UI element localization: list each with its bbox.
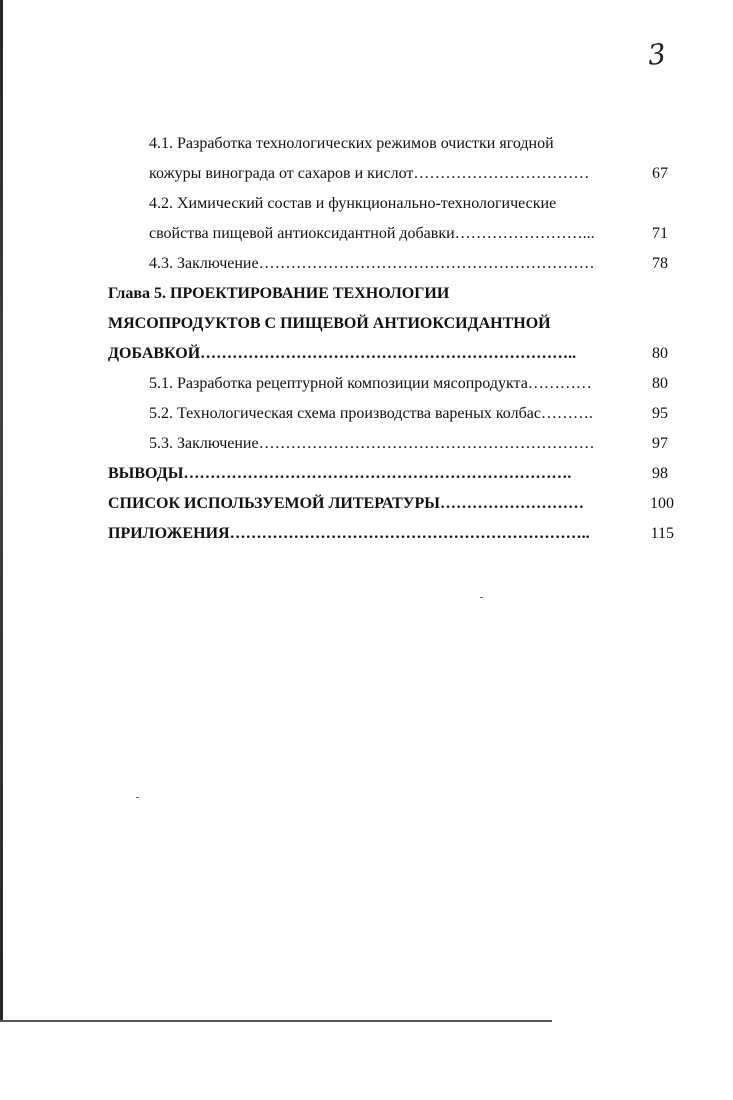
toc-references: СПИСОК ИСПОЛЬЗУЕМОЙ ЛИТЕРАТУРЫ………………………	[108, 495, 584, 512]
toc-page-number: 80	[652, 375, 668, 392]
toc-appendices: ПРИЛОЖЕНИЯ…………………………………………………………..	[108, 525, 590, 542]
toc-page-number: 115	[650, 525, 674, 542]
toc-conclusions: ВЫВОДЫ……………………………………………………………….	[108, 465, 572, 482]
toc-chapter-5-line1: Глава 5. ПРОЕКТИРОВАНИЕ ТЕХНОЛОГИИ	[108, 285, 450, 302]
toc-page-number: 80	[652, 345, 668, 362]
toc-page-number: 95	[652, 405, 668, 422]
toc-entry-4-1-line1: 4.1. Разработка технологических режимов очистки ягодной	[149, 135, 554, 152]
toc-entry-4-3: 4.3. Заключение………………………………………………………	[149, 255, 595, 272]
toc-page-number: 97	[652, 435, 668, 452]
toc-entry-4-2-line1: 4.2. Химический состав и функционально-технологические	[149, 195, 557, 212]
toc-chapter-5-line2: МЯСОПРОДУКТОВ С ПИЩЕВОЙ АНТИОКСИДАНТНОЙ	[108, 315, 551, 332]
scan-speck	[136, 797, 139, 798]
toc-page-number: 71	[652, 225, 668, 242]
scan-left-edge	[0, 0, 3, 1022]
toc-page-number: 98	[652, 465, 668, 482]
toc-entry-5-2: 5.2. Технологическая схема производства вареных колбас……….	[149, 405, 593, 422]
toc-entry-4-1-line2: кожуры винограда от сахаров и кислот……………………………	[149, 165, 590, 182]
toc-entry-5-3: 5.3. Заключение………………………………………………………	[149, 435, 595, 452]
toc-page-number: 78	[652, 255, 668, 272]
toc-chapter-5-line3: ДОБАВКОЙ……………………………………………………………..	[108, 345, 577, 362]
toc-page-number: 100	[650, 495, 674, 512]
scan-speck	[480, 597, 483, 598]
toc-page-number: 67	[652, 165, 668, 182]
toc-entry-5-1: 5.1. Разработка рецептурной композиции мясопродукта…………	[149, 375, 592, 392]
page-number: 3	[646, 37, 668, 72]
scan-bottom-edge	[0, 1020, 552, 1022]
toc-entry-4-2-line2: свойства пищевой антиоксидантной добавки……………………...	[149, 225, 595, 242]
